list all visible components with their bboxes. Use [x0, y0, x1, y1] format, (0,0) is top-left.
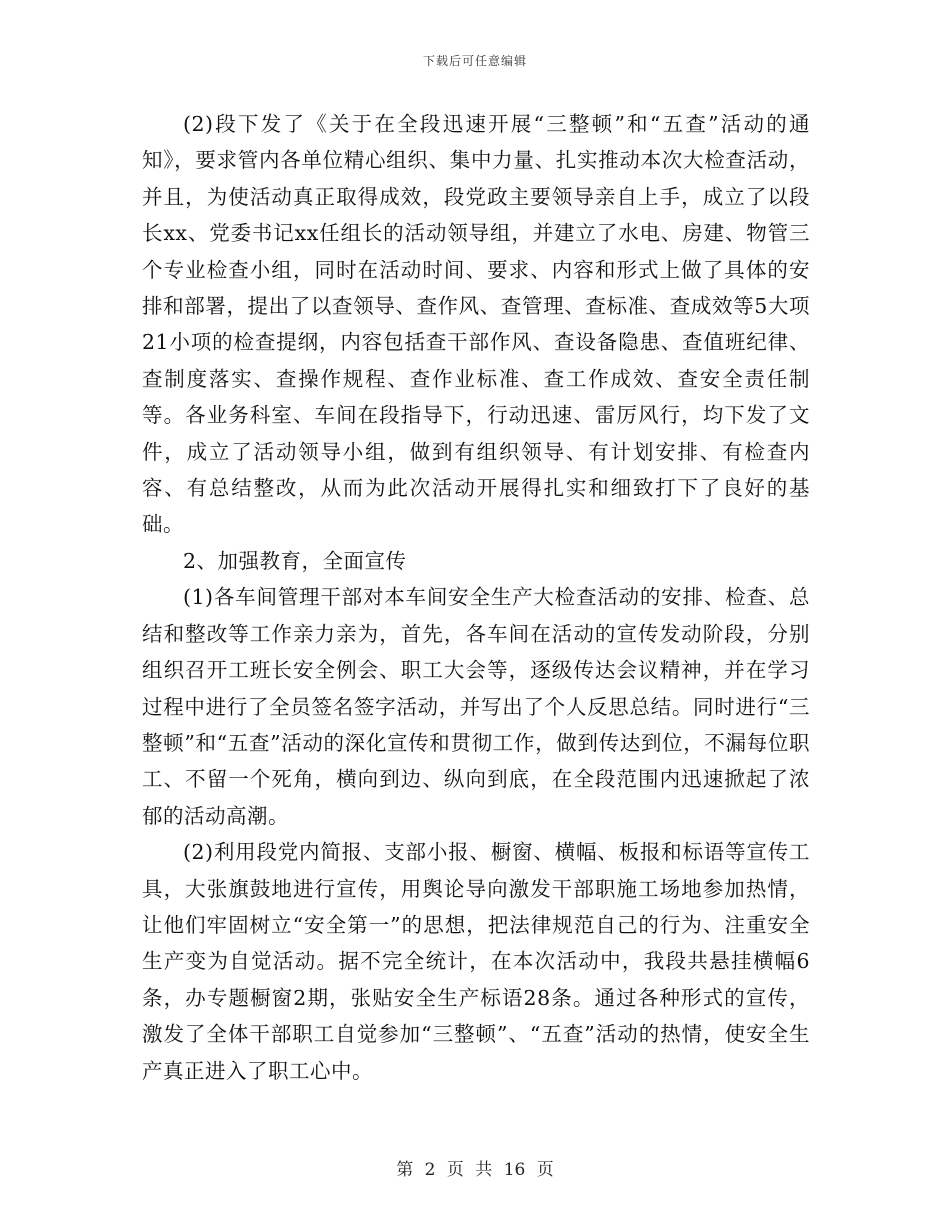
paragraph-2-publicity: (2)利用段党内简报、支部小报、橱窗、横幅、板报和标语等宣传工具，大张旗鼓地进行宣传，用舆论导向激发干部职施工场地参加热情，让他们牢固树立“安全第一”的思想，把法律规范自己的行为、注重安全生产变为自觉活动。据不完全统计，在本次活动中，我段共悬挂横幅6条，办专题橱窗2期，张贴安全生产标语28条。通过各种形式的宣传，激发了全体干部职工自觉参加“三整顿”、“五查”活动的热情，使安全生产真正进入了职工心中。 — [142, 840, 810, 1083]
paragraph-2-notice: (2)段下发了《关于在全段迅速开展“三整顿”和“五查”活动的通知》，要求管内各单位精心组织、集中力量、扎实推动本次大检查活动，并且，为使活动真正取得成效，段党政主要领导亲自上手，成立了以段长xx、党委书记xx任组长的活动领导组，并建立了水电、房建、物管三个专业检查小组，同时在活动时间、要求、内容和形式上做了具体的安排和部署，提出了以查领导、查作风、查管理、查标准、查成效等5大项21小项的检查提纲，内容包括查干部作风、查设备隐患、查值班纪律、查制度落实、查操作规程、查作业标准、查工作成效、查安全责任制等。各业务科室、车间在段指导下，行动迅速、雷厉风行，均下发了文件，成立了活动领导小组，做到有组织领导、有计划安排、有检查内容、有总结整改，从而为此次活动开展得扎实和细致打下了良好的基础。 — [142, 112, 810, 537]
document-body — [142, 106, 810, 1089]
section-heading-education: 2、加强教育，全面宣传 — [183, 548, 407, 573]
page-header: 下载后可任意编辑 — [422, 54, 527, 68]
paragraph-1-workshop: (1)各车间管理干部对本车间安全生产大检查活动的安排、检查、总结和整改等工作亲力亲为，首先，各车间在活动的宣传发动阶段，分别组织召开工班长安全例会、职工大会等，逐级传达会议精神，并在学习过程中进行了全员签名签字活动，并写出了个人反思总结。同时进行“三整顿”和“五查”活动的深化宣传和贯彻工作，做到传达到位，不漏每位职工、不留一个死角，横向到边、纵向到底，在全段范围内迅速掀起了浓郁的活动高潮。 — [142, 585, 810, 828]
page-footer: 第 2 页 共 16 页 — [396, 1160, 554, 1180]
